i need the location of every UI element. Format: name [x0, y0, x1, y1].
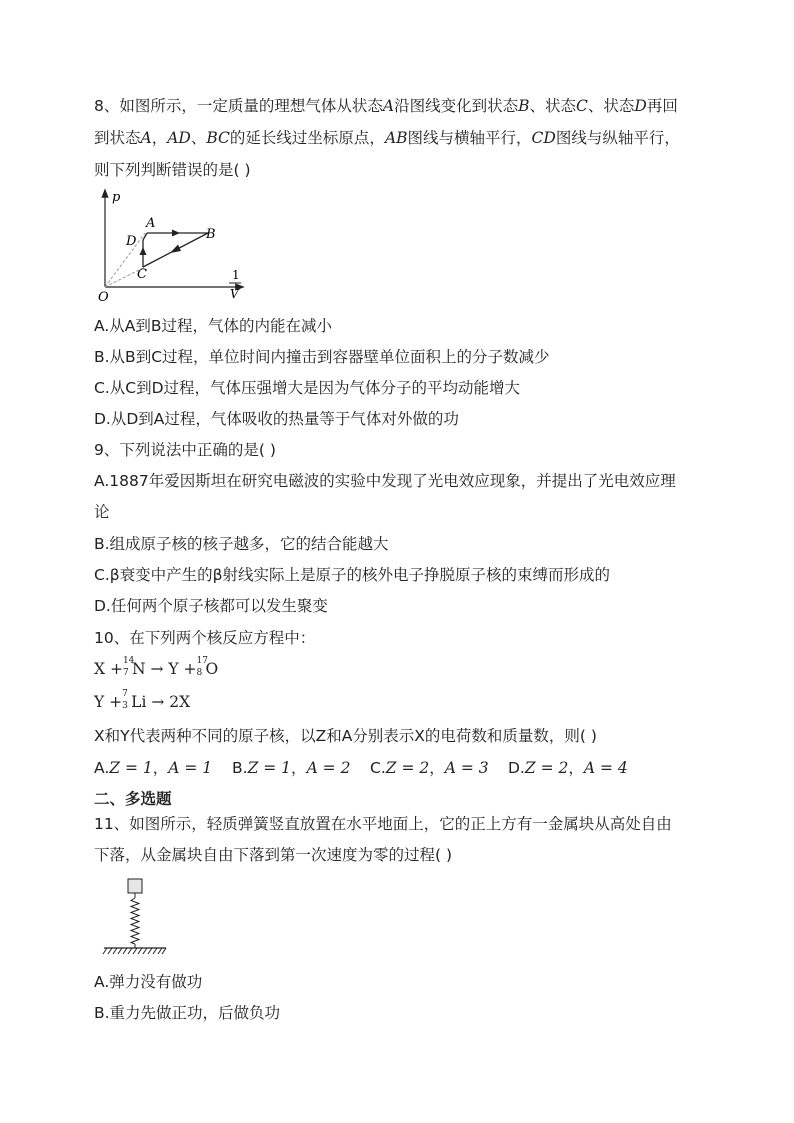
q8-option-b: B.从B到C过程，单位时间内撞击到容器壁单位面积上的分子数减少	[94, 348, 550, 366]
label-p: p	[112, 190, 121, 205]
metal-block	[128, 879, 142, 893]
q8-option-a: A.从A到B过程，气体的内能在减小	[94, 317, 332, 335]
arrow-ab	[172, 230, 180, 237]
label-b: B	[206, 227, 216, 242]
q10-option-c: C.Z = 2，A = 3	[370, 759, 489, 777]
section-heading-multiple-choice: 二、多选题	[94, 790, 172, 808]
q10-equation-1: X + 14 7 N → Y + 17 8 O	[94, 656, 219, 678]
q8-stem-line3: 则下列判断错误的是( )	[94, 161, 251, 179]
q10-question: X和Y代表两种不同的原子核，以Z和A分别表示X的电荷数和质量数，则( )	[94, 727, 597, 745]
label-origin: O	[98, 290, 109, 305]
q11-option-a: A.弹力没有做功	[94, 973, 203, 991]
q9-option-a-line2: 论	[94, 503, 110, 521]
q11-stem-line1: 11、如图所示，轻质弹簧竖直放置在水平地面上，它的正上方有一金属块从高处自由	[94, 815, 672, 833]
nitrogen-nuclide-indices: 14 7	[122, 656, 135, 678]
q9-stem: 9、下列说法中正确的是( )	[94, 441, 276, 459]
q10-option-a: A.Z = 1，A = 1	[94, 759, 213, 777]
q9-option-d: D.任何两个原子核都可以发生聚变	[94, 597, 328, 615]
label-d: D	[126, 234, 137, 249]
q10-equation-2: Y + 7 3 Li → 2X	[94, 689, 191, 711]
pv-diagram	[90, 185, 260, 305]
spring-coil	[131, 898, 139, 944]
label-x-num: 1	[232, 268, 240, 282]
q9-option-b: B.组成原子核的核子越多，它的结合能越大	[94, 535, 389, 553]
label-x-den: V	[230, 287, 239, 301]
arrow-bc	[170, 245, 181, 254]
spring-diagram	[100, 876, 170, 958]
arrow-cd	[140, 247, 147, 255]
q11-option-b: B.重力先做正功，后做负功	[94, 1004, 281, 1022]
q11-stem-line2: 下落，从金属块自由下落到第一次速度为零的过程( )	[94, 846, 453, 864]
label-a: A	[146, 216, 156, 231]
q8-stem-line1: 8、如图所示，一定质量的理想气体从状态A沿图线变化到状态B、状态C、状态D再回	[94, 97, 678, 115]
q8-option-c: C.从C到D过程，气体压强增大是因为气体分子的平均动能增大	[94, 379, 521, 397]
ground-hatching	[103, 948, 166, 954]
q8-stem-line2: 到状态A，AD、BC的延长线过坐标原点，AB图线与横轴平行，CD图线与纵轴平行，	[94, 129, 680, 147]
lithium-nuclide-indices: 7 3	[122, 689, 128, 711]
oxygen-nuclide-indices: 17 8	[196, 656, 208, 678]
q10-option-d: D.Z = 2，A = 4	[508, 759, 628, 777]
q10-option-b: B.Z = 1，A = 2	[232, 759, 351, 777]
q10-stem: 10、在下列两个核反应方程中：	[94, 629, 316, 647]
q8-option-d: D.从D到A过程，气体吸收的热量等于气体对外做的功	[94, 410, 459, 428]
label-c: C	[137, 267, 147, 282]
q9-option-a-line1: A.1887年爱因斯坦在研究电磁波的实验中发现了光电效应现象，并提出了光电效应理	[94, 472, 676, 490]
q9-option-c: C.β衰变中产生的β射线实际上是原子的核外电子挣脱原子核的束缚而形成的	[94, 566, 611, 584]
